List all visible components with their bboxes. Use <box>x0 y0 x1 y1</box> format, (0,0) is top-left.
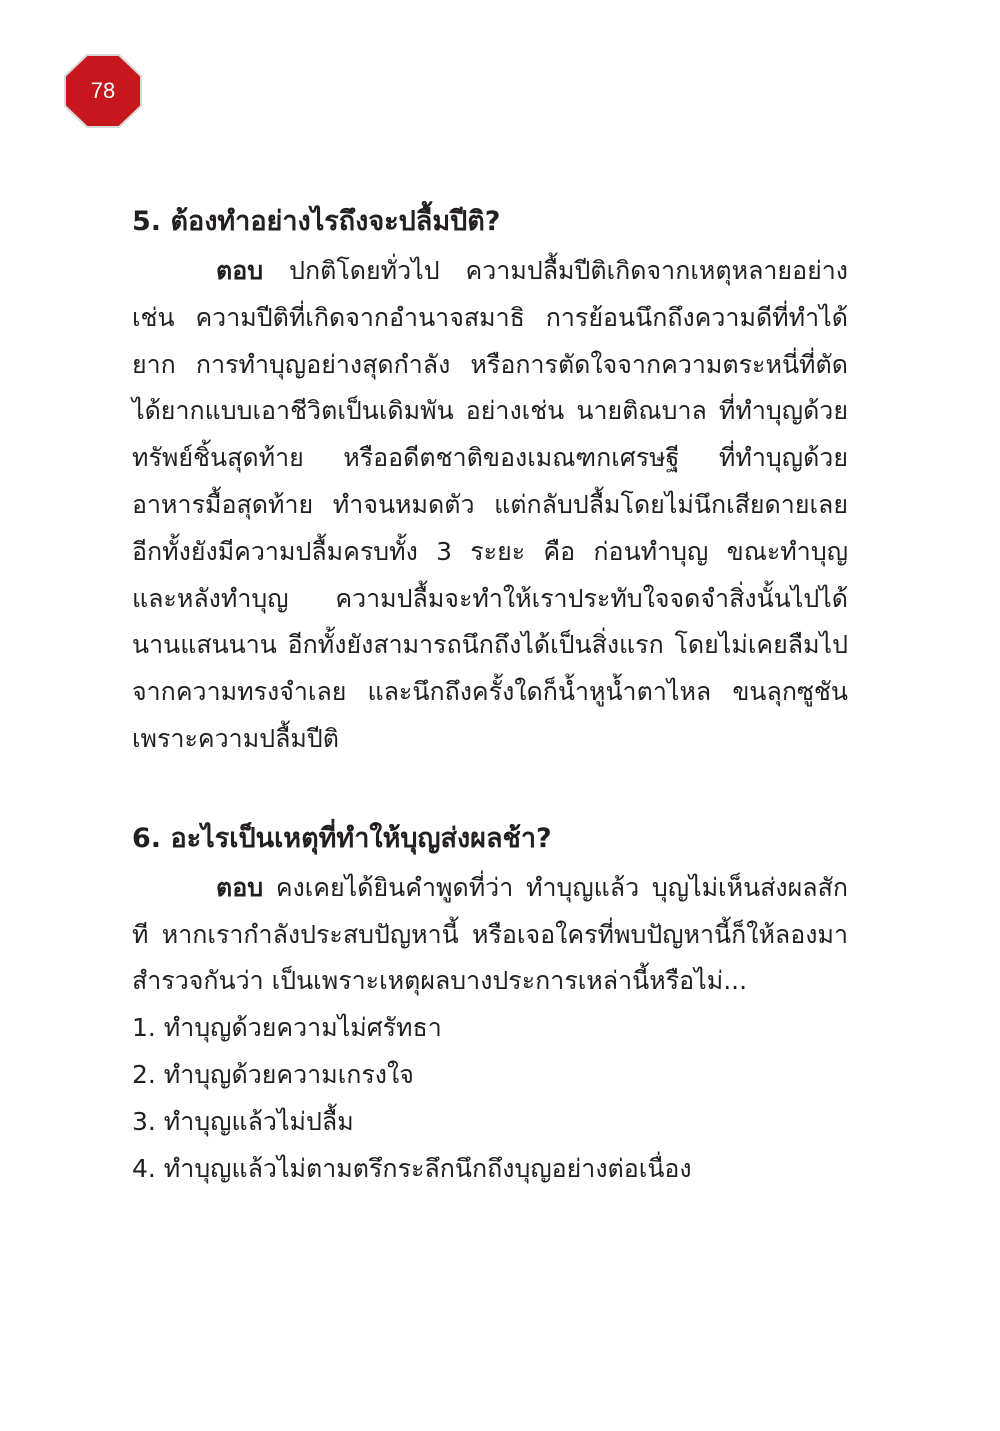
page-number-badge <box>64 54 142 128</box>
list-item: 1. ทำบุญด้วยความไม่ศรัทธา <box>132 1013 442 1043</box>
question-title: 6. อะไรเป็นเหตุที่ทำให้บุญส่งผลช้า? <box>132 822 552 854</box>
list-item: 2. ทำบุญด้วยความเกรงใจ <box>132 1059 414 1089</box>
list-item: 3. ทำบุญแล้วไม่ปลื้ม <box>132 1106 354 1136</box>
answer-text: คงเคยได้ยินคำพูดที่ว่า ทำบุญแล้ว บุญไม่เห็นส่งผลสักที หากเรากำลังประสบปัญหานี้ หรือเจอใครที่พบปัญหานี้ก็ให้ลองมาสำรวจกันว่า เป็นเพราะเหตุผลบางประการเหล่านี้หรือไม่... <box>132 872 848 996</box>
answer-paragraph <box>132 865 848 1005</box>
answer-text: ปกติโดยทั่วไป ความปลื้มปีติเกิดจากเหตุหลายอย่าง เช่น ความปีติที่เกิดจากอำนาจสมาธิ การย้อนนึกถึงความดีที่ทำได้ยาก การทำบุญอย่างสุดกำลัง หรือการตัดใจจากความตระหนี่ที่ตัดได้ยากแบบเอาชีวิตเป็นเดิมพัน อย่างเช่น นายติณบาล ที่ทำบุญด้วยทรัพย์ชิ้นสุดท้าย หรืออดีตชาติของเมณฑกเศรษฐี ที่ทำบุญด้วยอาหารมื้อสุดท้าย ทำจนหมดตัว แต่กลับปลื้มโดยไม่นึกเสียดายเลย อีกทั้งยังมีความปลื้มครบทั้ง 3 ระยะ คือ ก่อนทำบุญ ขณะทำบุญ และหลังทำบุญ ความปลื้มจะทำให้เราประทับใจจดจำสิ่งนั้นไปได้นานแสนนาน อีกทั้งยังสามารถนึกถึงได้เป็นสิ่งแรก โดยไม่เคยลืมไปจากความทรงจำเลย และนึกถึงครั้งใดก็น้ำหูน้ำตาไหล ขนลุกซูชัน เพราะความปลื้มปีติ <box>132 256 848 753</box>
answer-label: ตอบ <box>216 872 264 902</box>
page-number: 78 <box>90 78 116 103</box>
list-item: 4. ทำบุญแล้วไม่ตามตรึกระลึกนึกถึงบุญอย่างต่อเนื่อง <box>132 1153 692 1183</box>
reason-list <box>132 1005 848 1192</box>
qa-section-5 <box>132 196 848 763</box>
answer-paragraph <box>132 248 848 763</box>
answer-label: ตอบ <box>216 256 264 285</box>
page-content <box>132 196 848 1192</box>
qa-section-6 <box>132 813 848 1193</box>
section-spacer <box>132 763 848 813</box>
question-title: 5. ต้องทำอย่างไรถึงจะปลื้มปีติ? <box>132 206 501 237</box>
